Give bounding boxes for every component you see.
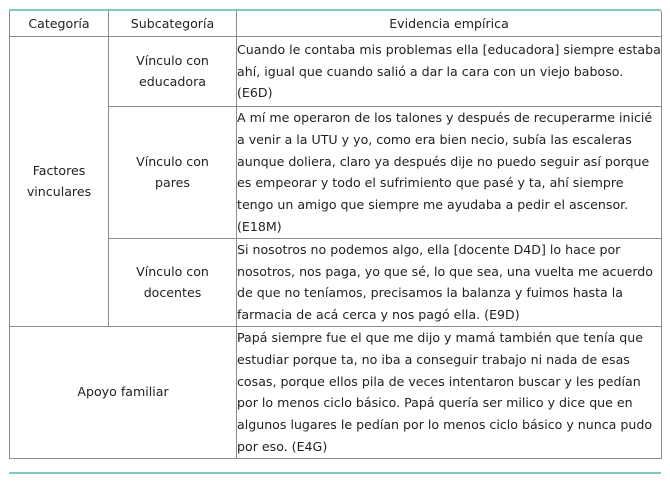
category-cell xyxy=(10,37,109,327)
evidence-cell: Papá siempre fue el que me dijo y mamá también que tenía que estudiar porque ta, no iba a conseguir trabajo ni nada de esas cosas, porque ellos pila de veces intentaron buscar y les pedían por lo menos ciclo básico. Papá quería ser milico y dice que en algunos lugares le pedían por lo menos ciclo básico y nunca pudo por eso. (E4G) xyxy=(237,326,662,458)
table-row xyxy=(10,37,662,107)
evidence-cell: A mí me operaron de los talones y después de recuperarme inicié a venir a la UTU y yo, como era bien necio, subía las escaleras aunque doliera, claro ya después dije no puedo seguir así porque es empeorar y todo el sufrimiento que pasé y ta, ahí siempre tengo un amigo que siempre me ayudaba a pedir el ascensor. (E18M) xyxy=(237,107,662,239)
category-label: Factores vinculares xyxy=(26,162,92,200)
header-categoria: Categoría xyxy=(10,11,109,37)
evidence-table xyxy=(9,11,662,459)
subcategory-label: Vínculo con educadora xyxy=(136,52,209,90)
evidence-cell: Cuando le contaba mis problemas ella [educadora] siempre estaba ahí, igual que cuando salió a dar la cara con un viejo baboso. (E6D) xyxy=(237,37,662,107)
header-subcategoria: Subcategoría xyxy=(109,11,237,37)
table-bottom-rule xyxy=(9,472,661,474)
subcategory-cell xyxy=(109,238,237,326)
category-cell xyxy=(10,326,237,458)
subcategory-cell xyxy=(109,107,237,239)
subcategory-cell xyxy=(109,37,237,107)
table-header-row xyxy=(10,11,662,37)
evidence-cell: Si nosotros no podemos algo, ella [docente D4D] lo hace por nosotros, nos paga, yo que sé, lo que sea, una vuelta me acuerdo de que no teníamos, precisamos la balanza y fuimos hasta la farmacia de acá cerca y nos pagó ella. (E9D) xyxy=(237,238,662,326)
header-evidencia: Evidencia empírica xyxy=(237,11,662,37)
table-row xyxy=(10,326,662,458)
category-label: Apoyo familiar xyxy=(77,384,169,400)
subcategory-label: Vínculo con docentes xyxy=(136,263,209,301)
subcategory-label: Vínculo con pares xyxy=(136,153,209,191)
